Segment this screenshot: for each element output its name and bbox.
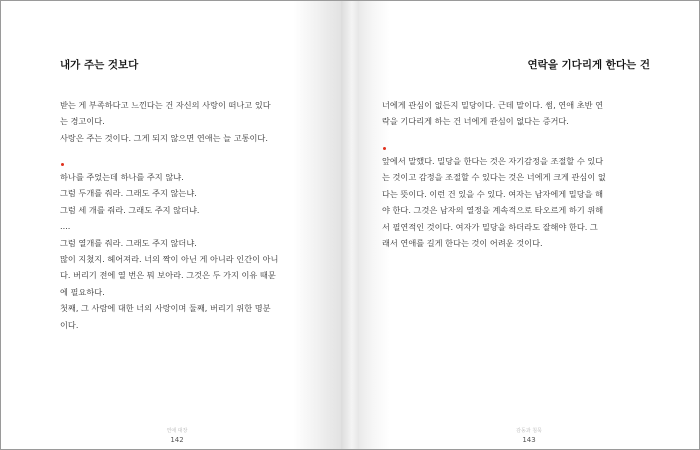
red-bullet-icon (383, 147, 386, 150)
text-line: 다. 버리기 전에 열 번은 뭐 보아라. 그것은 두 가지 이유 때문 (60, 270, 276, 281)
text-line: .... (60, 221, 71, 232)
text-line: 락을 기다리게 하는 건 너에게 관심이 없다는 증거다. (382, 116, 569, 127)
text-line: 야 한다. 그것은 남자의 열정을 계속적으로 타오르게 하기 위해 (382, 205, 604, 216)
right-page-title: 연락을 기다리게 한다는 건 (527, 59, 650, 71)
text-line: 그럼 두개를 줘라. 그래도 주지 않는냐. (60, 188, 197, 199)
red-bullet-icon (61, 163, 64, 166)
right-page (359, 1, 699, 449)
text-line: 는 것이고 감정을 조절할 수 있다는 것은 너에게 크게 관심이 없 (382, 172, 606, 183)
running-footer-label: 감동과 침묵 (516, 428, 542, 434)
right-paragraph-1 (382, 97, 603, 130)
page-number: 142 (170, 436, 184, 444)
left-page-footer (137, 428, 217, 445)
text-line: 많이 지쳤지. 헤어져라. 너의 짝이 아닌 게 아니라 인간이 아니 (60, 253, 279, 264)
text-line: 그럼 열개를 줘라. 그래도 주지 않더냐. (60, 237, 197, 248)
text-line: 첫째, 그 사람에 대한 너의 사랑이며 둘째, 버리기 위한 명분 (60, 303, 271, 314)
text-line: 는 경고이다. (60, 116, 105, 127)
text-line: 받는 게 부족하다고 느낀다는 건 자신의 사랑이 떠나고 있다 (60, 100, 271, 110)
text-line: 다는 뜻이다. 이런 건 있을 수 있다. 여자는 남자에게 밀당을 해 (382, 188, 604, 199)
text-line: 이다. (60, 319, 79, 330)
text-line: 서 필연적인 것이다. 여자가 밀당을 하더라도 잘해야 한다. 그 (382, 221, 598, 232)
text-line: 래서 연애를 길게 한다는 것이 어려운 것이다. (382, 237, 543, 248)
left-page (1, 1, 341, 449)
right-page-footer (489, 428, 569, 445)
text-line: 에 필요하다. (60, 286, 105, 297)
book-gutter (341, 1, 359, 449)
left-paragraph-1 (60, 97, 271, 146)
text-line: 앞에서 말했다. 밀당을 한다는 것은 자기감정을 조절할 수 있다 (382, 156, 604, 166)
page-number: 143 (522, 436, 536, 444)
text-line: 그럼 세 개를 줘라. 그래도 주지 않더냐. (60, 204, 200, 215)
left-paragraph-2 (60, 163, 278, 333)
text-line: 너에게 관심이 없든지 밀당이다. 근데 말이다. 썸, 연애 초반 연 (382, 100, 604, 110)
left-page-title: 내가 주는 것보다 (60, 59, 139, 71)
running-footer-label: 연애 대장 (166, 428, 188, 434)
right-paragraph-2 (382, 147, 606, 251)
text-line: 사랑은 주는 것이다. 그게 되지 않으면 연애는 늘 고통이다. (60, 132, 268, 143)
text-line: 하나를 주었는데 하나를 주지 않냐. (60, 172, 184, 182)
